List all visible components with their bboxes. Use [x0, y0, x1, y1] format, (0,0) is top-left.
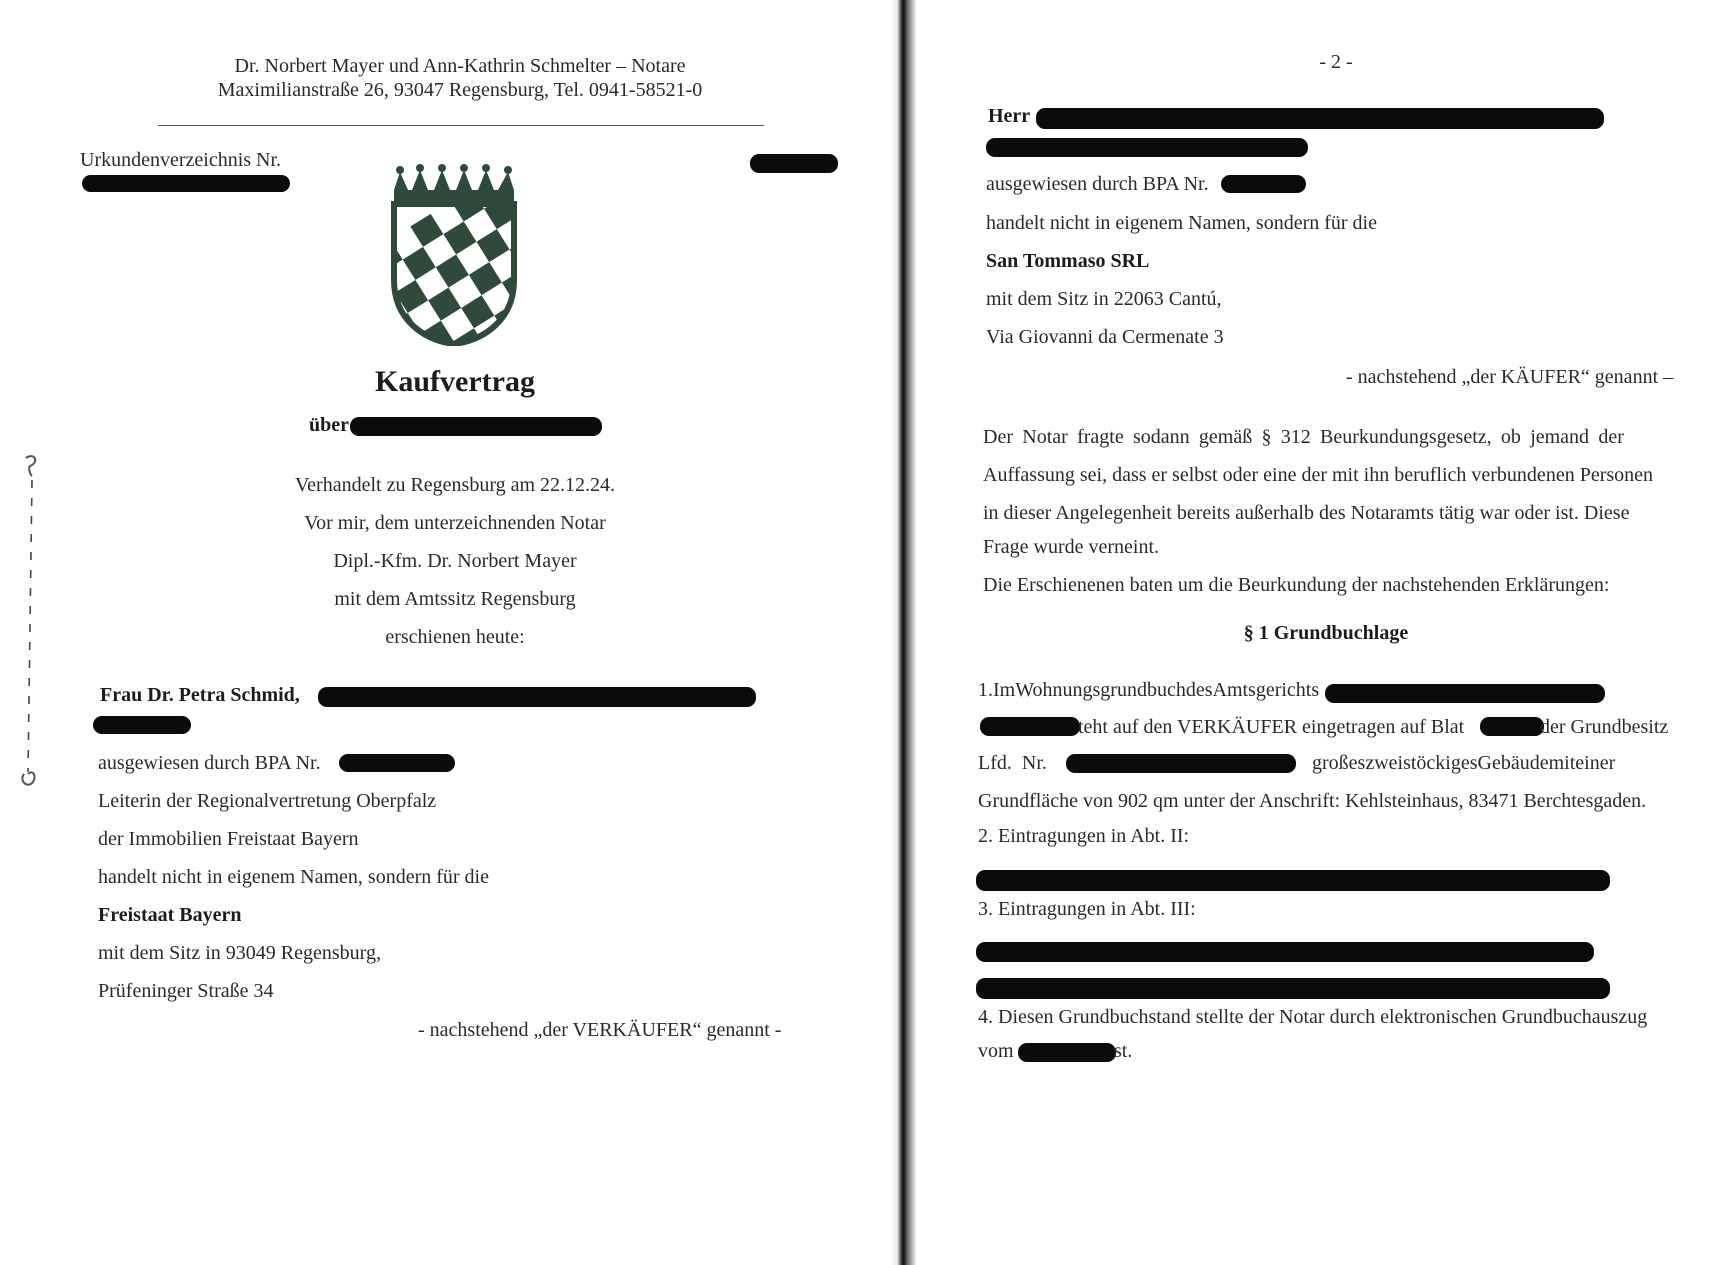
seller-seat: mit dem Sitz in 93049 Regensburg, [98, 942, 381, 964]
item1-line-2a: teht auf den VERKÄUFER eingetragen auf Blat [1078, 716, 1465, 738]
item3-heading: 3. Eintragungen in Abt. III: [978, 898, 1196, 920]
redaction-seller-id [339, 754, 455, 772]
word: sodann [1132, 426, 1190, 448]
redaction-buyer-address [986, 138, 1308, 157]
word: Gebäude [1477, 752, 1549, 774]
buyer-salutation: Herr [988, 105, 1031, 127]
word: zweistöckiges [1365, 752, 1478, 774]
word: Beurkundungsgesetz, [1320, 426, 1492, 448]
item4-line-1: 4. Diesen Grundbuchstand stellte der Notar durch elektronischen Grundbuchauszug [978, 1006, 1648, 1028]
intro-line-seat: mit dem Amtssitz Regensburg [334, 588, 576, 610]
notary-question-line-1 [983, 427, 1624, 447]
word: des [1185, 679, 1213, 701]
word: mit [1548, 752, 1576, 774]
buyer-acting-clause: handelt nicht in eigenem Namen, sondern für die [986, 212, 1377, 234]
redaction-court [1325, 684, 1605, 703]
seller-entity-name: Freistaat Bayern [98, 904, 242, 926]
bavarian-coat-of-arms-icon [384, 160, 524, 346]
seller-role-line-1: Leiterin der Regionalvertretung Oberpfalz [98, 790, 437, 812]
right-page [916, 0, 1732, 1265]
word: großes [1312, 752, 1366, 774]
word: 312 [1280, 426, 1311, 448]
notary-question-line-3: in dieser Angelegenheit bereits außerhalb des Notaramts tätig war oder ist. Diese [983, 502, 1630, 524]
seller-street: Prüfeninger Straße 34 [98, 980, 274, 1002]
redaction-abt3-entry-1 [976, 942, 1594, 962]
redaction-parcel-number [1066, 754, 1296, 773]
request-line: Die Erschienenen baten um die Beurkundung der nachstehenden Erklärungen: [983, 574, 1610, 596]
intro-line-notary-before: Vor mir, dem unterzeichnenden Notar [304, 512, 606, 534]
word: der [1598, 426, 1624, 448]
seller-designation: - nachstehend „der VERKÄUFER“ genannt - [418, 1019, 782, 1041]
header-divider [158, 125, 764, 126]
word: 1. [978, 679, 993, 701]
word: § [1261, 426, 1272, 448]
item1-line-3-words [1312, 752, 1616, 774]
buyer-designation: - nachstehend „der KÄUFER“ genannt – [1346, 366, 1674, 388]
margin-pencil-mark [16, 452, 46, 792]
word: Wohnungsgrundbuch [1015, 679, 1186, 701]
word: Im [993, 679, 1016, 701]
redaction-buyer-id [1221, 175, 1306, 193]
intro-line-date: Verhandelt zu Regensburg am 22.12.24. [294, 474, 616, 496]
item1-line-1 [978, 679, 1320, 701]
word: jemand [1530, 426, 1590, 448]
redaction-extract-date [1018, 1043, 1116, 1062]
buyer-seat: mit dem Sitz in 22063 Cantú, [986, 288, 1222, 310]
notary-question-line-2: Auffassung sei, dass er selbst oder eine der mit ihn beruflich verbundenen Personen [983, 464, 1654, 486]
notary-header-line-2: Maximilianstraße 26, 93047 Regensburg, Tel. 0941-58521-0 [217, 79, 703, 101]
redaction-abt2-entry [976, 870, 1610, 891]
item4-suffix: st. [1114, 1040, 1133, 1062]
seller-representative-name: Frau Dr. Petra Schmid, [100, 684, 300, 706]
section-heading: § 1 Grundbuchlage [1243, 622, 1409, 644]
word: einer [1575, 752, 1616, 774]
redaction-buyer-name [1036, 108, 1604, 129]
document-title: Kaufvertrag [375, 365, 535, 398]
seller-id-label: ausgewiesen durch BPA Nr. [98, 752, 321, 774]
redaction-sheet-number [1480, 717, 1544, 736]
buyer-id-label: ausgewiesen durch BPA Nr. [986, 173, 1209, 195]
item4-prefix: vom [978, 1040, 1014, 1062]
redaction-seller-address [318, 687, 756, 707]
word: gemäß [1198, 426, 1253, 448]
notary-question-line-4: Frage wurde verneint. [983, 536, 1160, 558]
redaction-register-year [750, 154, 838, 173]
word: ob [1500, 426, 1521, 448]
redaction-seller-address-2 [93, 716, 191, 734]
redaction-register-number [82, 175, 290, 192]
book-spine-shadow [890, 0, 916, 1265]
word: Der [983, 426, 1013, 448]
item1-line-4: Grundfläche von 902 qm unter der Anschrift: Kehlsteinhaus, 83471 Berchtesgaden. [978, 790, 1647, 812]
word: fragte [1077, 426, 1124, 448]
item2-heading: 2. Eintragungen in Abt. II: [978, 825, 1190, 847]
word: Amtsgerichts [1212, 679, 1320, 701]
intro-line-appeared: erschienen heute: [385, 626, 525, 648]
redaction-abt3-entry-2 [976, 978, 1610, 999]
buyer-street: Via Giovanni da Cermenate 3 [986, 326, 1224, 348]
register-label: Urkundenverzeichnis Nr. [80, 149, 282, 171]
seller-role-line-2: der Immobilien Freistaat Bayern [98, 828, 359, 850]
seller-acting-clause: handelt nicht in eigenem Namen, sondern für die [98, 866, 489, 888]
word: Notar [1022, 426, 1068, 448]
notary-header-line-1: Dr. Norbert Mayer und Ann-Kathrin Schmelter – Notare [234, 55, 686, 77]
subject-label: über [309, 414, 349, 436]
redaction-subject [350, 417, 602, 436]
item1-line-3-prefix: Lfd. Nr. [978, 752, 1047, 774]
item1-line-2b: der Grundbesitz [1540, 716, 1669, 738]
page-number: - 2 - [1319, 51, 1353, 73]
buyer-entity-name: San Tommaso SRL [986, 250, 1150, 272]
intro-line-notary-name: Dipl.-Kfm. Dr. Norbert Mayer [333, 550, 577, 572]
redaction-district [980, 717, 1080, 736]
